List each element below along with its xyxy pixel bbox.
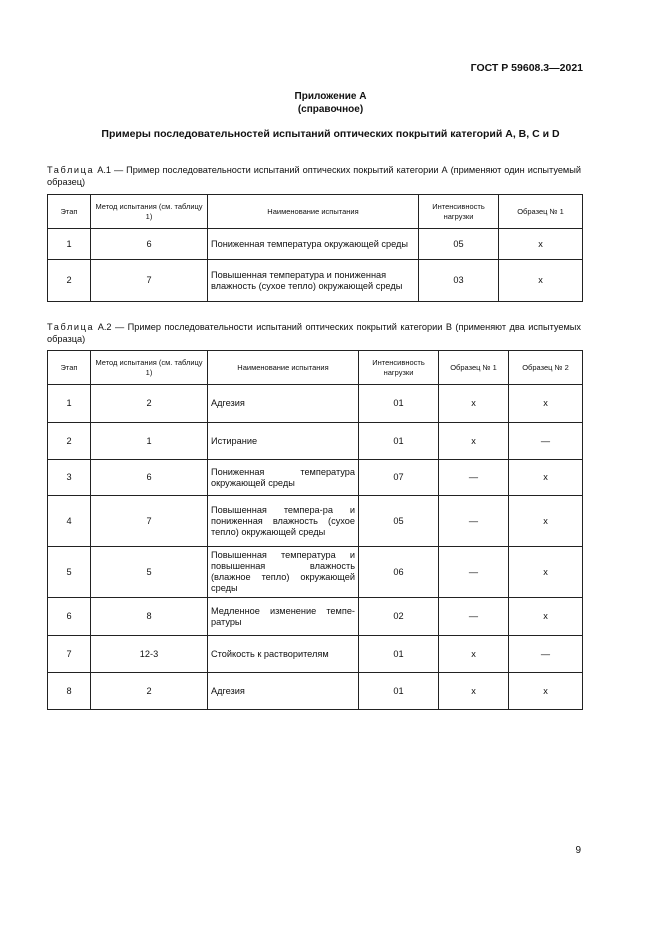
table-row: [48, 598, 583, 636]
table-cell: x: [509, 385, 583, 423]
table-cell: 01: [359, 673, 439, 710]
table2-label: Таблица: [47, 322, 95, 332]
table-cell: 8: [48, 673, 91, 710]
table1-header-stage: Этап: [48, 195, 91, 229]
table-row: [48, 260, 583, 302]
table-cell: Повышенная температура и пониженная влажность (сухое тепло) окружающей среды: [208, 260, 419, 302]
table1-label: Таблица: [47, 165, 95, 175]
table-cell: 07: [359, 460, 439, 496]
table2: [47, 350, 583, 710]
table-cell: x: [509, 496, 583, 547]
standard-number: ГОСТ Р 59608.3—2021: [470, 62, 583, 74]
table-cell: —: [509, 636, 583, 673]
table-cell: x: [499, 229, 583, 260]
table-cell: 5: [48, 547, 91, 598]
table-cell: 7: [91, 496, 208, 547]
table1: [47, 194, 583, 302]
table-cell: 02: [359, 598, 439, 636]
table-cell: 6: [48, 598, 91, 636]
table-cell: 5: [91, 547, 208, 598]
table-cell: Повышенная темпера-ра и пониженная влажность (сухое тепло) окружающей среды: [208, 496, 359, 547]
table-row: [48, 460, 583, 496]
table-cell: 01: [359, 423, 439, 460]
table1-header-method: Метод испытания (см. таблицу 1): [91, 195, 208, 229]
table-cell: —: [509, 423, 583, 460]
table-row: [48, 496, 583, 547]
table2-header-stage: Этап: [48, 351, 91, 385]
table2-header-intensity: Интенсивность нагрузки: [359, 351, 439, 385]
table-cell: 7: [91, 260, 208, 302]
table-cell: 6: [91, 460, 208, 496]
table-cell: Медленное изменение темпе-ратуры: [208, 598, 359, 636]
table-cell: 05: [419, 229, 499, 260]
table2-caption: [47, 321, 581, 345]
table-cell: x: [439, 673, 509, 710]
table-cell: Пониженная температура окружающей среды: [208, 460, 359, 496]
table-cell: x: [509, 460, 583, 496]
table-row: [48, 423, 583, 460]
table-cell: 05: [359, 496, 439, 547]
table-cell: 1: [91, 423, 208, 460]
table1-caption: [47, 164, 581, 188]
table-cell: 8: [91, 598, 208, 636]
appendix-title: Приложение А: [294, 91, 367, 102]
appendix-note: (справочное): [297, 104, 364, 115]
table-cell: 01: [359, 385, 439, 423]
table1-header-sample1: Образец № 1: [499, 195, 583, 229]
table-cell: 1: [48, 385, 91, 423]
table-row: [48, 547, 583, 598]
table-cell: —: [439, 460, 509, 496]
table-cell: Адгезия: [208, 385, 359, 423]
table-cell: 01: [359, 636, 439, 673]
table-cell: Повышенная температура и повышенная влажность (влажное тепло) окружающей среды: [208, 547, 359, 598]
table2-header-name: Наименование испытания: [208, 351, 359, 385]
table1-header-intensity: Интенсивность нагрузки: [419, 195, 499, 229]
table-cell: —: [439, 496, 509, 547]
table-cell: 2: [91, 385, 208, 423]
page-number: 9: [575, 845, 581, 856]
table-cell: —: [439, 547, 509, 598]
table-row: [48, 385, 583, 423]
table-cell: x: [509, 547, 583, 598]
table-cell: Стойкость к растворителям: [208, 636, 359, 673]
table-cell: Пониженная температура окружающей среды: [208, 229, 419, 260]
table-cell: 6: [91, 229, 208, 260]
table1-caption-text: А.1 — Пример последовательности испытаний оптических покрытий категории А (применяют один испытуемый образец): [47, 165, 581, 187]
table-cell: 1: [48, 229, 91, 260]
table-cell: 7: [48, 636, 91, 673]
table2-header-sample2: Образец № 2: [509, 351, 583, 385]
table-cell: —: [439, 598, 509, 636]
table-row: [48, 229, 583, 260]
table-cell: x: [439, 636, 509, 673]
table-cell: 2: [91, 673, 208, 710]
table-cell: 2: [48, 423, 91, 460]
table-cell: 4: [48, 496, 91, 547]
table-row: [48, 673, 583, 710]
table2-header-method: Метод испытания (см. таблицу 1): [91, 351, 208, 385]
table-cell: 06: [359, 547, 439, 598]
table1-header-name: Наименование испытания: [208, 195, 419, 229]
main-title: Примеры последовательностей испытаний оптических покрытий категорий А, В, С и D: [101, 128, 560, 140]
table-cell: x: [509, 598, 583, 636]
table-cell: Истирание: [208, 423, 359, 460]
table2-caption-text: А.2 — Пример последовательности испытаний оптических покрытий категории В (применяют два испытуемых образца): [47, 322, 581, 344]
table-cell: 2: [48, 260, 91, 302]
table2-header-sample1: Образец № 1: [439, 351, 509, 385]
table-cell: x: [509, 673, 583, 710]
table-row: [48, 636, 583, 673]
table-cell: x: [439, 423, 509, 460]
table-cell: Адгезия: [208, 673, 359, 710]
table-cell: x: [439, 385, 509, 423]
table-cell: x: [499, 260, 583, 302]
table-cell: 12-3: [91, 636, 208, 673]
table-cell: 03: [419, 260, 499, 302]
table-cell: 3: [48, 460, 91, 496]
